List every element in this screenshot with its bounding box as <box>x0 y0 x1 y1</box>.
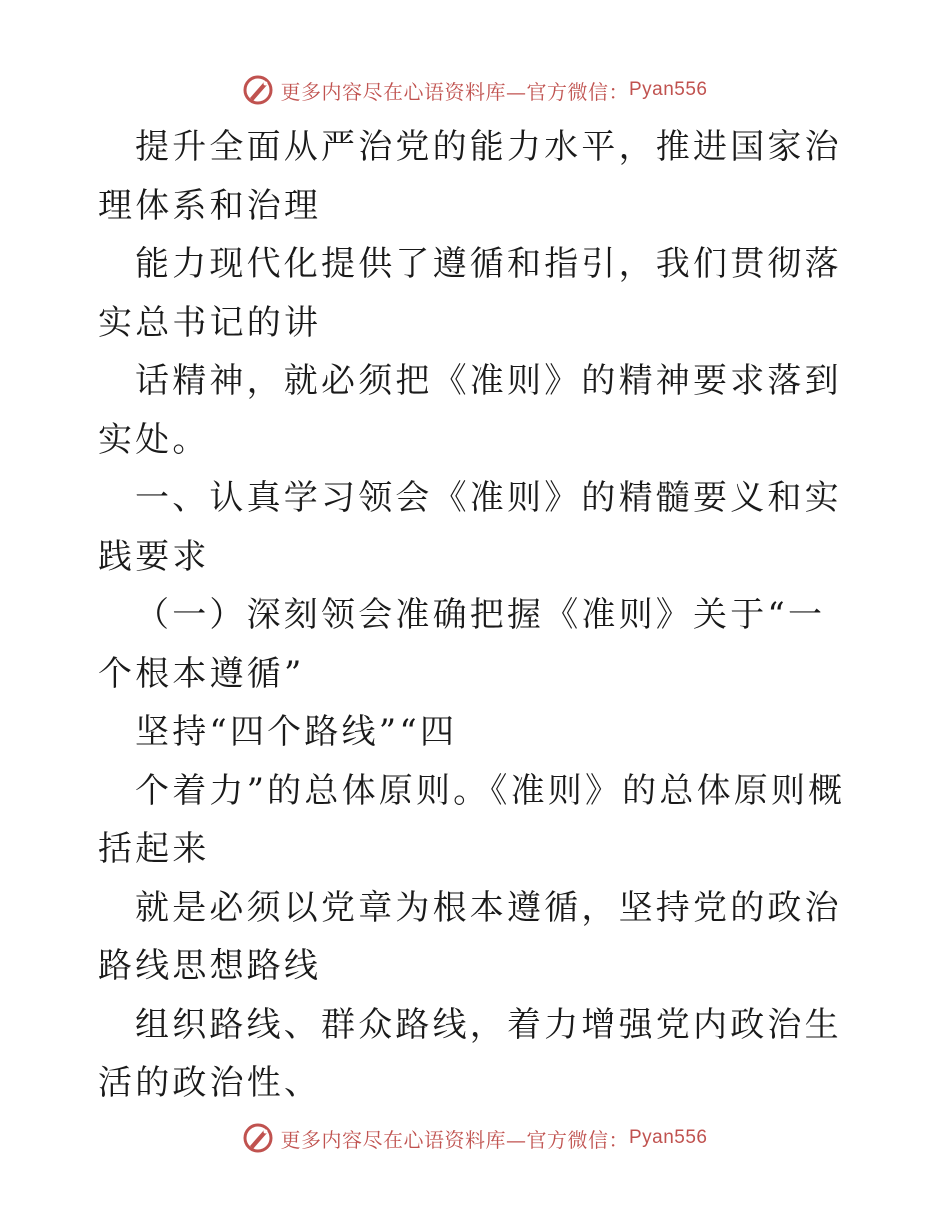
header-banner <box>0 70 950 110</box>
paragraph: 个着力”的总体原则。《准则》的总体原则概括起来 <box>98 770 846 869</box>
paragraph: 能力现代化提供了遵循和指引，我们贯彻落实总书记的讲 <box>98 244 842 343</box>
pen-logo-icon <box>242 74 274 106</box>
document-body <box>98 118 858 1113</box>
subsection-heading: （一）深刻领会准确把握《准则》关于“一个根本遵循” <box>98 595 826 694</box>
footer-banner <box>0 1118 950 1158</box>
pen-logo-icon <box>242 1122 274 1154</box>
paragraph: 坚持“四个路线”“四 <box>135 712 458 752</box>
header-banner-text: 更多内容尽在心语资料库—官方微信： <box>280 79 629 104</box>
footer-banner-wechat: Pyan556 <box>628 1127 708 1148</box>
footer-banner-text: 更多内容尽在心语资料库—官方微信： <box>280 1127 629 1152</box>
paragraph: 组织路线、群众路线，着力增强党内政治生活的政治性、 <box>98 1004 842 1103</box>
header-banner-wechat: Pyan556 <box>628 79 708 100</box>
paragraph: 话精神，就必须把《准则》的精神要求落到实处。 <box>98 361 842 460</box>
paragraph: 提升全面从严治党的能力水平，推进国家治理体系和治理 <box>98 127 842 226</box>
paragraph: 就是必须以党章为根本遵循，坚持党的政治路线思想路线 <box>98 887 842 986</box>
section-heading: 一、认真学习领会《准则》的精髓要义和实践要求 <box>98 478 842 577</box>
